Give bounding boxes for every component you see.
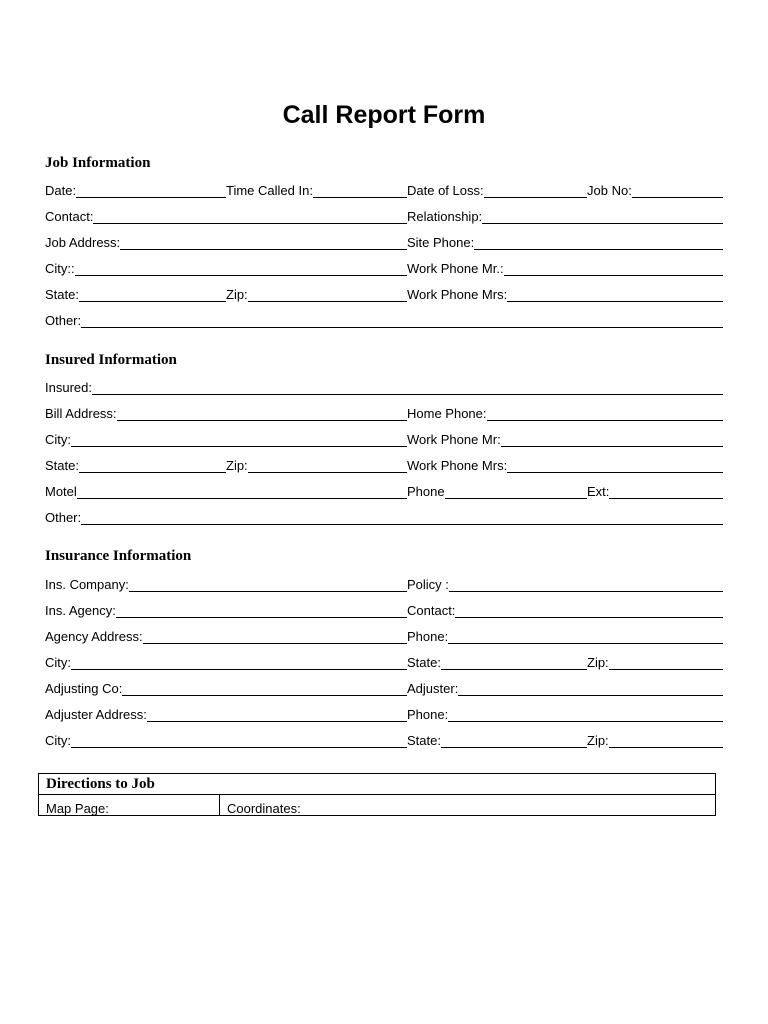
job-zip-field[interactable]: Zip: (226, 284, 407, 304)
time-called-in-field[interactable]: Time Called In: (226, 180, 407, 200)
policy-field[interactable]: Policy : (407, 574, 723, 594)
agency-zip-field[interactable]: Zip: (587, 652, 723, 672)
site-phone-field[interactable]: Site Phone: (407, 232, 723, 252)
date-field[interactable]: Date: (45, 180, 226, 200)
relationship-field[interactable]: Relationship: (407, 206, 723, 226)
agency-city-field[interactable]: City: (45, 652, 407, 672)
contact-field[interactable]: Contact: (45, 206, 407, 226)
map-page-cell[interactable]: Map Page: (39, 794, 220, 816)
job-row-3 (45, 232, 723, 252)
job-row-5 (45, 284, 723, 304)
page-title: Call Report Form (282, 101, 486, 129)
job-state-field[interactable]: State: (45, 284, 226, 304)
insurance-row-1 (45, 574, 723, 594)
adjuster-state-field[interactable]: State: (407, 730, 587, 750)
adjuster-field[interactable]: Adjuster: (407, 678, 723, 698)
directions-table (38, 773, 716, 816)
insured-field[interactable]: Insured: (45, 377, 723, 397)
insurance-row-2 (45, 600, 723, 620)
adjuster-address-field[interactable]: Adjuster Address: (45, 704, 407, 724)
adjuster-city-field[interactable]: City: (45, 730, 407, 750)
job-no-field[interactable]: Job No: (587, 180, 723, 200)
insured-zip-field[interactable]: Zip: (226, 455, 407, 475)
insured-row-5 (45, 481, 723, 501)
adjuster-phone-field[interactable]: Phone: (407, 704, 723, 724)
insured-row-3 (45, 429, 723, 449)
insurance-row-4 (45, 652, 723, 672)
agency-state-field[interactable]: State: (407, 652, 587, 672)
job-row-4 (45, 258, 723, 278)
agency-contact-field[interactable]: Contact: (407, 600, 723, 620)
date-of-loss-field[interactable]: Date of Loss: (407, 180, 587, 200)
motel-field[interactable]: Motel (45, 481, 407, 501)
insurance-information-heading: Insurance Information (45, 548, 192, 564)
insured-row-1 (45, 377, 723, 397)
insured-work-phone-mr-field[interactable]: Work Phone Mr: (407, 429, 723, 449)
insurance-row-3 (45, 626, 723, 646)
adjusting-co-field[interactable]: Adjusting Co: (45, 678, 407, 698)
agency-phone-field[interactable]: Phone: (407, 626, 723, 646)
job-other-field[interactable]: Other: (45, 310, 723, 330)
bill-address-field[interactable]: Bill Address: (45, 403, 407, 423)
agency-address-field[interactable]: Agency Address: (45, 626, 407, 646)
home-phone-field[interactable]: Home Phone: (407, 403, 723, 423)
insurance-row-7 (45, 730, 723, 750)
job-information-heading: Job Information (45, 155, 151, 171)
insured-row-2 (45, 403, 723, 423)
job-address-field[interactable]: Job Address: (45, 232, 407, 252)
motel-ext-field[interactable]: Ext: (587, 481, 723, 501)
job-row-6 (45, 310, 723, 330)
insured-other-field[interactable]: Other: (45, 507, 723, 527)
insured-state-field[interactable]: State: (45, 455, 226, 475)
insurance-row-5 (45, 678, 723, 698)
ins-agency-field[interactable]: Ins. Agency: (45, 600, 407, 620)
motel-phone-field[interactable]: Phone (407, 481, 587, 501)
job-row-1 (45, 180, 723, 200)
directions-heading: Directions to Job (39, 774, 715, 795)
insured-row-6 (45, 507, 723, 527)
coordinates-cell[interactable]: Coordinates: (227, 801, 301, 816)
insured-row-4 (45, 455, 723, 475)
ins-company-field[interactable]: Ins. Company: (45, 574, 407, 594)
adjuster-zip-field[interactable]: Zip: (587, 730, 723, 750)
insured-work-phone-mrs-field[interactable]: Work Phone Mrs: (407, 455, 723, 475)
job-city-field[interactable]: City:: (45, 258, 407, 278)
job-work-phone-mrs-field[interactable]: Work Phone Mrs: (407, 284, 723, 304)
insurance-row-6 (45, 704, 723, 724)
insured-city-field[interactable]: City: (45, 429, 407, 449)
job-row-2 (45, 206, 723, 226)
insured-information-heading: Insured Information (45, 352, 177, 368)
job-work-phone-mr-field[interactable]: Work Phone Mr.: (407, 258, 723, 278)
